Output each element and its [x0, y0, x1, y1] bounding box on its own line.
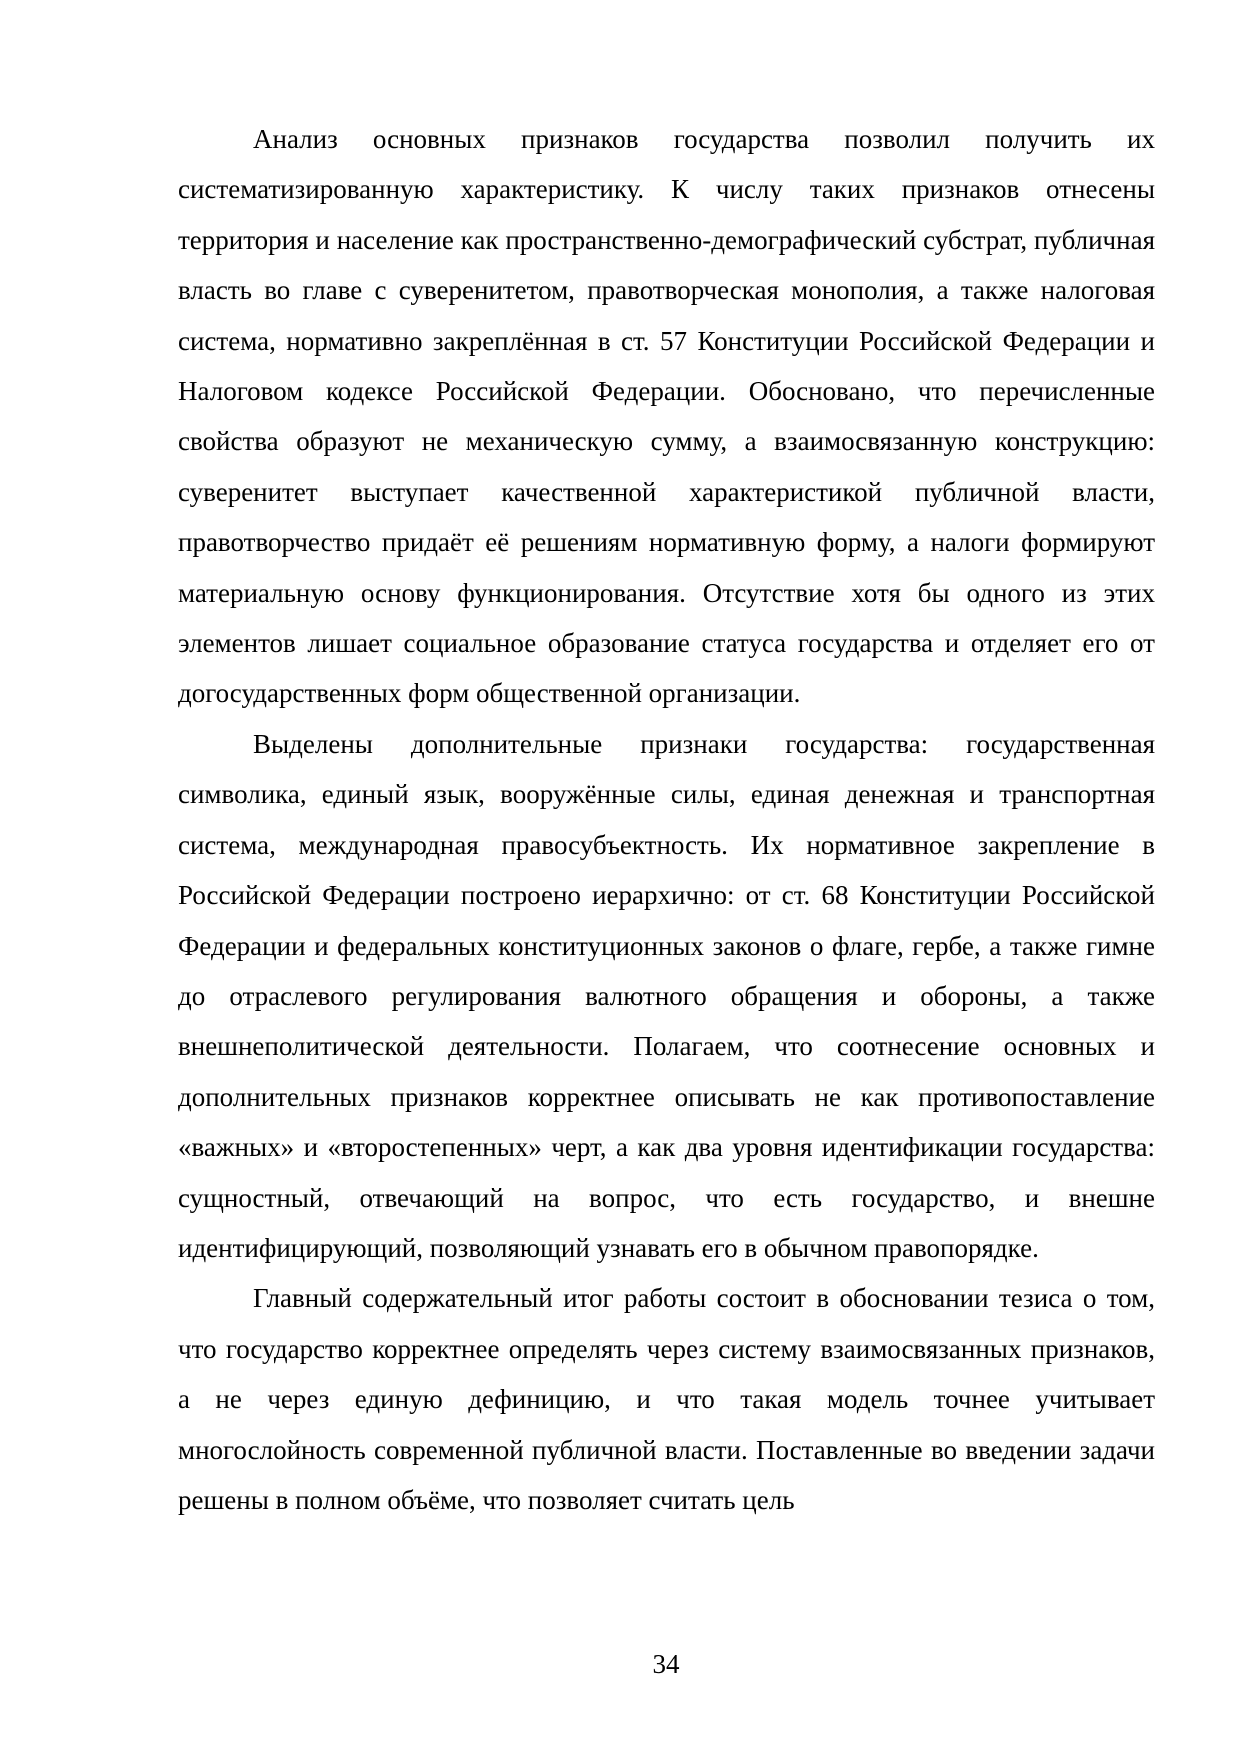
page-body-text	[178, 114, 1155, 1525]
paragraph-main-features-analysis: Анализ основных признаков государства позволил получить их систематизированную характеристику. К числу таких признаков отнесены территория и население как пространственно-демографический субстрат, публичная власть во главе с суверенитетом, правотворческая монополия, а также налоговая система, нормативно закреплённая в ст. 57 Конституции Российской Федерации и Налоговом кодексе Российской Федерации. Обосновано, что перечисленные свойства образуют не механическую сумму, а взаимосвязанную конструкцию: суверенитет выступает качественной характеристикой публичной власти, правотворчество придаёт её решениям нормативную форму, а налоги формируют материальную основу функционирования. Отсутствие хотя бы одного из этих элементов лишает социальное образование статуса государства и отделяет его от догосударственных форм общественной организации.	[178, 124, 1155, 709]
paragraph-additional-features: Выделены дополнительные признаки государства: государственная символика, единый язык, вооружённые силы, единая денежная и транспортная система, международная правосубъектность. Их нормативное закрепление в Российской Федерации построено иерархично: от ст. 68 Конституции Российской Федерации и федеральных конституционных законов о флаге, гербе, а также гимне до отраслевого регулирования валютного обращения и обороны, а также внешнеполитической деятельности. Полагаем, что соотнесение основных и дополнительных признаков корректнее описывать не как противопоставление «важных» и «второстепенных» черт, а как два уровня идентификации государства: сущностный, отвечающий на вопрос, что есть государство, и внешне идентифицирующий, позволяющий узнавать его в обычном правопорядке.	[178, 728, 1155, 1263]
paragraph-main-conclusion: Главный содержательный итог работы состоит в обосновании тезиса о том, что государство корректнее определять через систему взаимосвязанных признаков, а не через единую дефиницию, и что такая модель точнее учитывает многослойность современной публичной власти. Поставленные во введении задачи решены в полном объёме, что позволяет считать цель	[178, 1283, 1155, 1515]
page-number: 34	[652, 1649, 680, 1679]
